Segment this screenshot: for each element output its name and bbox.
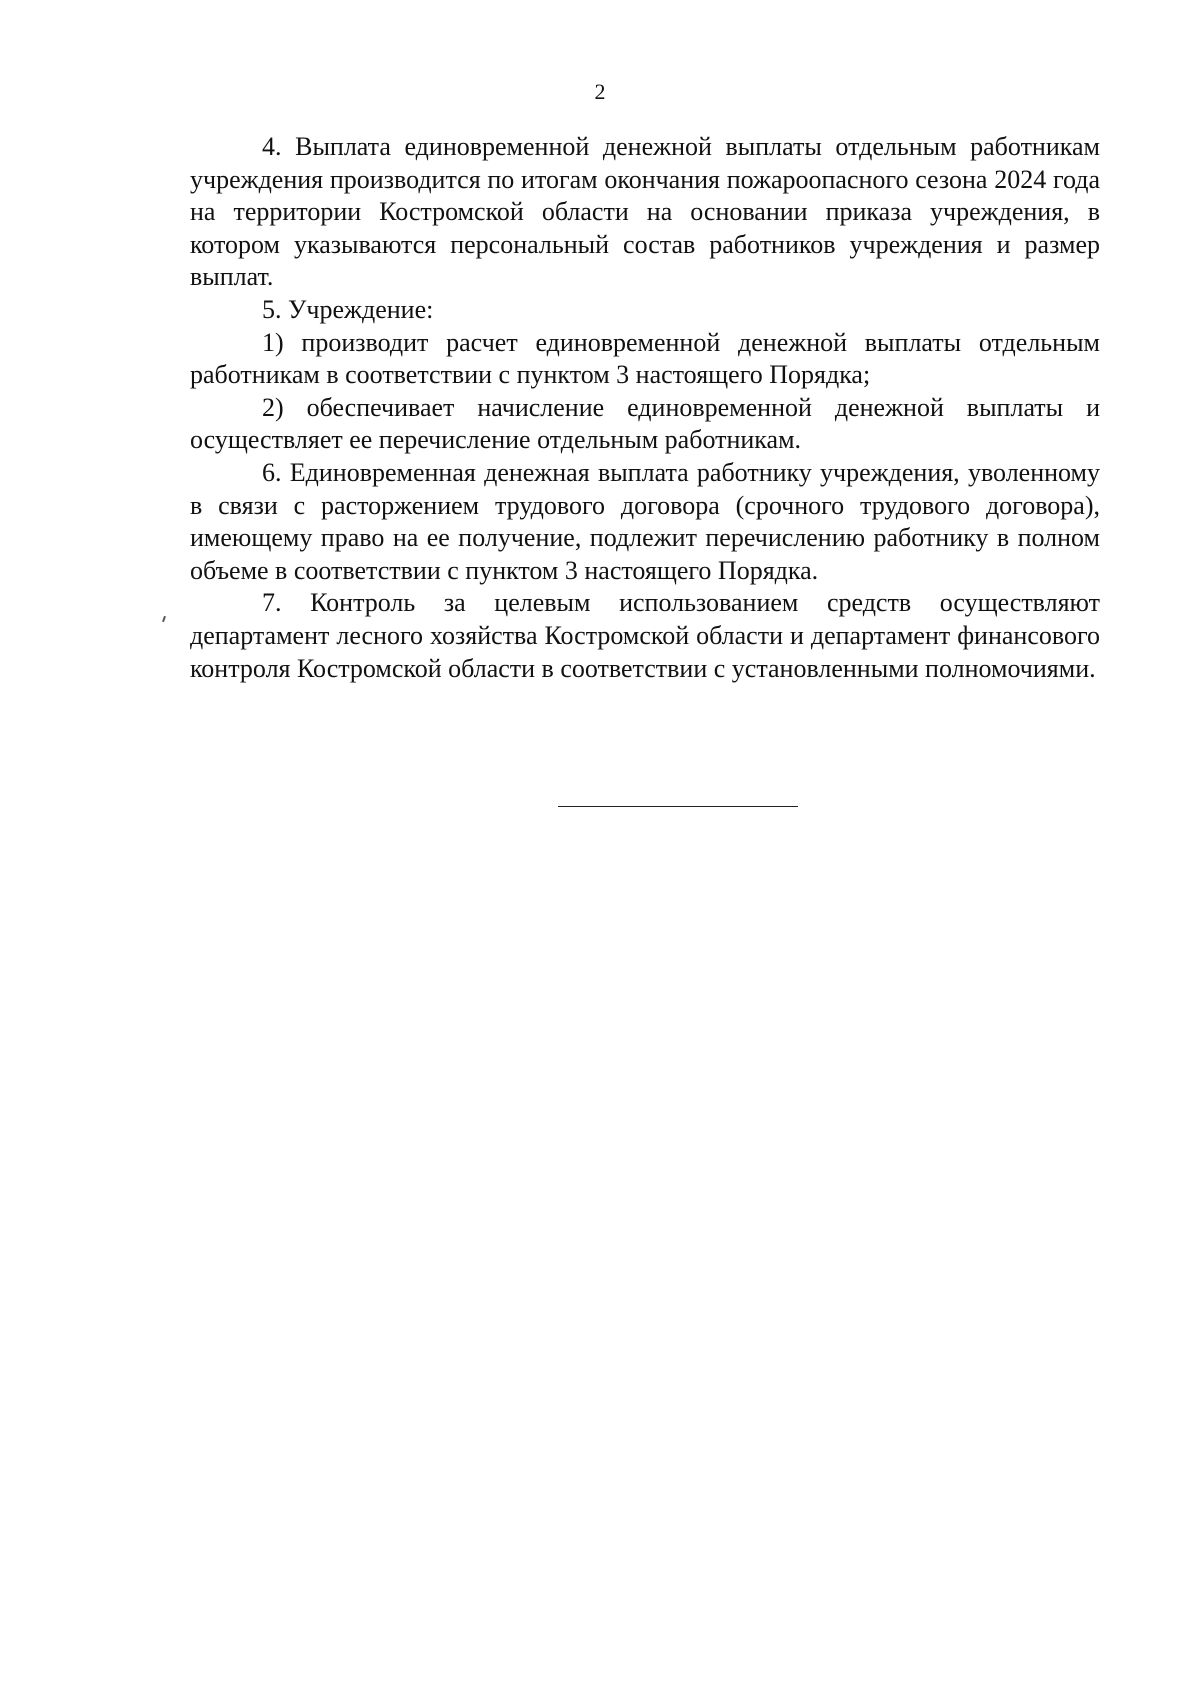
paragraph-subitem-5-1: 1) производит расчет единовременной денежной выплаты отдельным работникам в соответствии с пунктом 3 настоящего Порядка; [190, 327, 1100, 390]
paragraph-item-5: 5. Учреждение: [262, 294, 434, 324]
paragraph-item-7: 7. Контроль за целевым использованием средств осуществляют департамент лесного хозяйства Костромской области и департамент финансового контроля Костромской области в соответствии с установленными полномочиями. [190, 588, 1100, 683]
paragraph-subitem-5-2: 2) обеспечивает начисление единовременной денежной выплаты и осуществляет ее перечисление отдельным работникам. [190, 392, 1100, 455]
paragraph-item-4: 4. Выплата единовременной денежной выплаты отдельным работникам учреждения производится по итогам окончания пожароопасного сезона 2024 года на территории Костромской области на основании приказа учреждения, в котором указываются персональный состав работников учреждения и размер выплат. [190, 132, 1100, 292]
scan-speck [162, 616, 166, 622]
document-body [190, 131, 1100, 685]
end-of-text-rule [558, 806, 798, 807]
page-number: 2 [594, 79, 606, 104]
paragraph-item-6: 6. Единовременная денежная выплата работнику учреждения, уволенному в связи с расторжением трудового договора (срочного трудового договора), имеющему право на ее получение, подлежит перечислению работнику в полном объеме в соответствии с пунктом 3 настоящего Порядка. [190, 457, 1100, 585]
